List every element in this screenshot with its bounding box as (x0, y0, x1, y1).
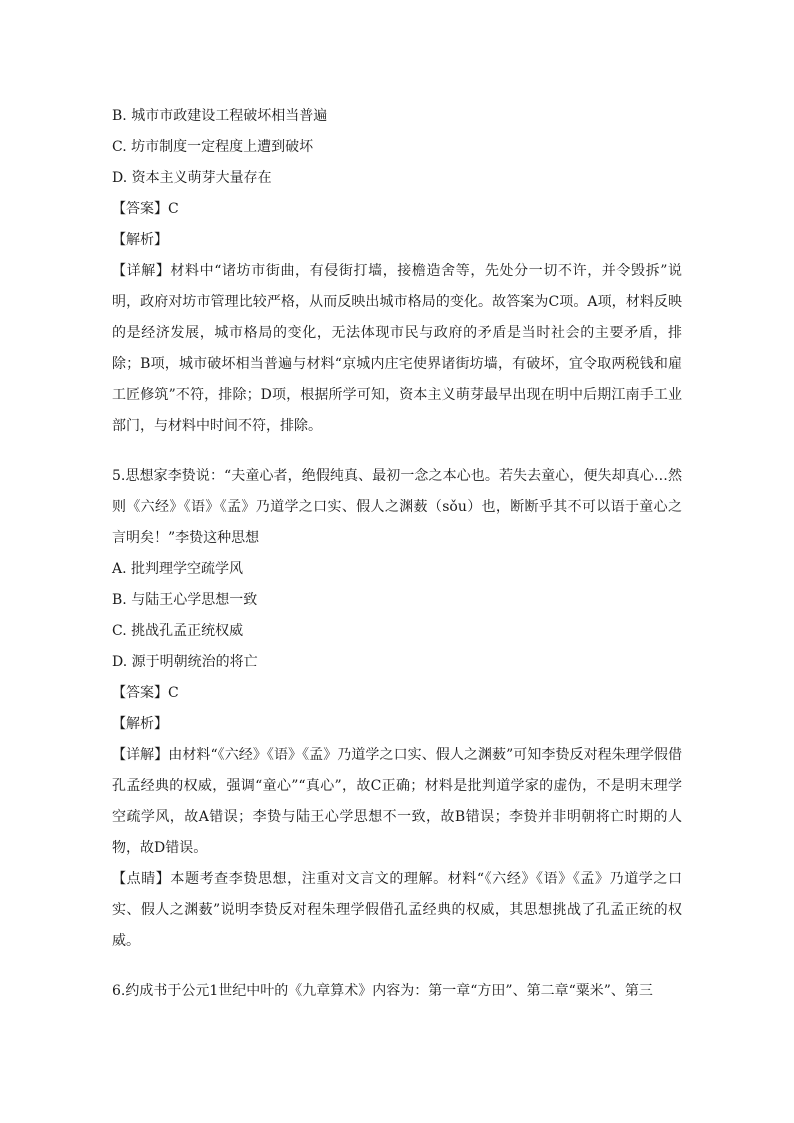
q5-option-c: C. 挑战孔孟正统权威 (112, 623, 244, 639)
q4-option-c: C. 坊市制度一定程度上遭到破坏 (112, 139, 314, 155)
q6-stem: 6.约成书于公元1世纪中叶的《九章算术》内容为：第一章“方田”、第二章“粟米”、第三 (112, 983, 653, 999)
q5-stem: 5.思想家李贽说：“夫童心者，绝假纯真、最初一念之本心也。若失去童心，便失却真心…然则《六经》《语》《孟》乃道学之口实、假人之渊薮（sǒu）也，断断乎其不可以语于童心之言明矣！”李贽这种思想 (112, 468, 682, 546)
spacer (112, 957, 682, 976)
q5-option-a: A. 批判理学空疏学风 (112, 561, 244, 577)
q5-answer: 【答案】C (112, 685, 179, 701)
q5-comment: 【点睛】本题考查李贽思想，注重对文言文的理解。材料“《六经》《语》《孟》乃道学之口实、假人之渊薮”说明李贽反对程朱理学假借孔孟经典的权威，其思想挑战了孔孟正统的权威。 (112, 871, 682, 949)
q4-detail: 【详解】材料中“诸坊市街曲，有侵街打墙，接檐造舍等，先处分一切不许，并令毁拆”说明，政府对坊市管理比较严格，从而反映出城市格局的变化。故答案为C项。A项，材料反映的是经济发展，城市格局的变化，无法体现市民与政府的矛盾是当时社会的主要矛盾，排除；B项，城市破坏相当普遍与材料“京城内庄宅使界诸街坊墙，有破坏，宜令取两税钱和雇工匠修筑”不符，排除；D项，根据所学可知，资本主义萌芽最早出现在明中后期江南手工业部门，与材料中时间不符，排除。 (112, 263, 682, 434)
q4-option-b: B. 城市市政建设工程破坏相当普遍 (112, 108, 328, 124)
q4-option-d: D. 资本主义萌芽大量存在 (112, 170, 272, 186)
document-content (112, 101, 682, 1007)
q5-analysis-label: 【解析】 (112, 716, 168, 732)
spacer (112, 442, 682, 461)
q5-option-b: B. 与陆王心学思想一致 (112, 592, 258, 608)
q4-answer: 【答案】C (112, 201, 179, 217)
q5-option-d: D. 源于明朝统治的将亡 (112, 654, 258, 670)
q5-detail: 【详解】由材料“《六经》《语》《孟》乃道学之口实、假人之渊薮”可知李贽反对程朱理学假借孔孟经典的权威，强调“童心”“真心”，故C正确；材料是批判道学家的虚伪，不是明末理学空疏学风，故A错误；李贽与陆王心学思想不一致，故B错误；李贽并非明朝将亡时期的人物，故D错误。 (112, 747, 682, 856)
q4-analysis-label: 【解析】 (112, 232, 168, 248)
